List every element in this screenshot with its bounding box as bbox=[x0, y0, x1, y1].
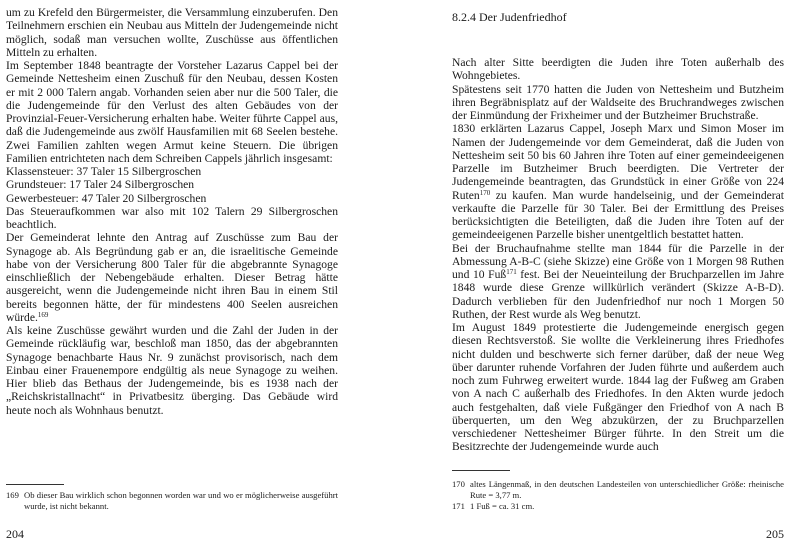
page-number: 205 bbox=[766, 527, 784, 541]
paragraph bbox=[6, 231, 338, 324]
footnote bbox=[452, 479, 784, 500]
footnote-divider bbox=[452, 470, 510, 471]
footnote-text: Ob dieser Bau wirklich schon begonnen worden war und wo er möglicherweise ausgeführt wurde, ist nicht bekannt. bbox=[24, 490, 338, 511]
paragraph: Im August 1849 protestierte die Judengemeinde energisch gegen diesen Rechtsverstoß. Sie wollte die Verkleinerung ihres Friedhofes nicht dulden und beschwerte sich ferner darüber, daß der neue Weg über darunter ruhende Vorfahren der Juden führte und außerdem auch noch zum Fuhrweg erweitert wurde. 1844 lag der Fußweg am Graben von A nach C außerhalb des Friedhofes. In den Akten wurde jedoch auch festgehalten, daß viele Fußgänger den Friedhof von A nach B überquerten, um den Weg abzukürzen, der zu Bruchparzellen verschiedener Nettesheimer Bürger führte. In den Streit um die Besitzrechte der Judengemeinde wurde auch bbox=[452, 321, 784, 454]
paragraph: Im September 1848 beantragte der Vorsteher Lazarus Cappel bei der Gemeinde Nettesheim einen Zuschuß für den Neubau, dessen Kosten er mit 2 000 Talern angab. Vorhanden seien aber nur die 500 Taler, die die Judengemeinde für den Verlust des alten Gebäudes von der Provinzial-Feuer-Versicherung erhalten habe. Weiter führte Cappel aus, daß die Judengemeinde aus zwölf Hausfamilien mit 68 Seelen bestehe. Zwei Familien zahlten wegen Armut keine Steuern. Die übrigen Familien entrichteten nach dem Schreiben Cappels jährlich insgesamt: bbox=[6, 59, 338, 165]
tax-line: Gewerbesteuer: 47 Taler 20 Silbergroschen bbox=[6, 191, 207, 205]
paragraph-text: zu kaufen. Man wurde handelseinig, und der Gemeinderat verkaufte die Parzelle für 30 Taler. Bei der Ermittlung des Preises berücksichtigten die Beteiligten, daß die Juden ihre Toten auf der gemeindeeigenen Parzelle bisher unentgeltlich bestattet hatten. bbox=[452, 188, 784, 242]
paragraph: um zu Krefeld den Bürgermeister, die Versammlung einzuberufen. Den Teilnehmern erschien ein Neubau aus Mitteln der Judengemeinde nicht möglich, sodaß man versuchen wollte, Zuschüsse aus öffentlichen Mitteln zu erhalten. bbox=[6, 6, 338, 59]
footnote bbox=[6, 490, 338, 511]
tax-line: Grundsteuer: 17 Taler 24 Silbergroschen bbox=[6, 178, 195, 192]
footnotes bbox=[452, 479, 784, 513]
left-page bbox=[6, 0, 338, 550]
paragraph: Spätestens seit 1770 hatten die Juden von Nettesheim und Butzheim ihren Begräbnisplatz auf der Waldseite des Bruchrandweges zwischen der Einmündung der Frixheimer und der Butzheimer Bruchstraße. bbox=[452, 82, 784, 122]
footnote-number: 171 bbox=[452, 501, 465, 511]
right-page bbox=[452, 0, 784, 550]
footnote-number: 170 bbox=[452, 479, 465, 489]
paragraph bbox=[452, 242, 784, 322]
footnotes bbox=[6, 490, 338, 512]
section-heading: 8.2.4 Der Judenfriedhof bbox=[452, 10, 567, 24]
footnote-ref[interactable]: 169 bbox=[37, 310, 49, 319]
page-number: 204 bbox=[6, 527, 24, 541]
paragraph: Das Steueraufkommen war also mit 102 Talern 29 Silbergroschen beachtlich. bbox=[6, 204, 338, 231]
paragraph-text: Bei der Bruchaufnahme stellte man 1844 für die Parzelle in der Abmessung A-B-C (siehe Skizze) eine Größe von 1 Morgen 98 Ruthen und 10 Fuß bbox=[452, 241, 784, 281]
paragraph-text: fest. Bei der Neueinteilung der Bruchparzellen im Jahre 1848 wurde diese Grenze willkürlich verändert (Skizze A-B-D). Dadurch verblieben für den Judenfriedhof nur noch 1 Morgen 50 Ruthen, der Rest wurde als Weg benutzt. bbox=[452, 268, 784, 321]
paragraph-text: Der Gemeinderat lehnte den Antrag auf Zuschüsse zum Bau der Synagoge ab. Als Begründung gab er an, die israelitische Gemeinde habe von der Versicherung 800 Taler für die abgebrannte Synagoge einschließlich der Nebengebäude erhalten. Dieser Betrag hätte ausgereicht, wenn die Judengemeinde nicht ihren Bau in einem Stil bereits begonnen hätte, der für mindestens 400 Seelen ausreichen würde. bbox=[6, 231, 338, 324]
right-body-text bbox=[452, 56, 784, 454]
footnote-ref[interactable]: 170 bbox=[479, 188, 491, 197]
footnote-text: 1 Fuß = ca. 31 cm. bbox=[470, 501, 535, 511]
paragraph bbox=[452, 122, 784, 241]
footnote-text: altes Längenmaß, in den deutschen Landesteilen von unterschiedlicher Größe: rheinische Rute = 3,77 m. bbox=[470, 479, 784, 500]
paragraph: Als keine Zuschüsse gewährt wurden und die Zahl der Juden in der Gemeinde rückläufig war, beschloß man 1850, das der abgebrannten Synagoge benachbarte Haus Nr. 9 zunächst provisorisch, nach dem Einbau einer Frauenempore endgültig als neue Synagoge zu weihen. Hier blieb das Bethaus der Judengemeinde, bis es 1938 nach der „Reichskristallnacht“ in Privatbesitz überging. Das Gebäude wird heute noch als Wohnhaus benutzt. bbox=[6, 324, 338, 417]
footnote-number: 169 bbox=[6, 490, 19, 500]
paragraph: Nach alter Sitte beerdigten die Juden ihre Toten außerhalb des Wohngebietes. bbox=[452, 56, 784, 83]
footnote bbox=[452, 501, 784, 512]
paragraph-text: 1830 erklärten Lazarus Cappel, Joseph Marx und Simon Moser im Namen der Judengemeinde vor dem Gemeinderat, daß die Juden von Nettesheim seit 50 bis 60 Jahren ihre Toten auf einer gemeindeeigenen Parzelle im Butzheimer Bruch beerdigten. Die Vertreter der Judengemeinde beantragten, das Grundstück in einer Größe von 224 Ruten bbox=[452, 122, 784, 202]
footnote-divider bbox=[6, 484, 64, 485]
tax-line: Klassensteuer: 37 Taler 15 Silbergroschen bbox=[6, 165, 202, 178]
footnote-ref[interactable]: 171 bbox=[506, 268, 517, 276]
left-body-text bbox=[6, 6, 338, 417]
